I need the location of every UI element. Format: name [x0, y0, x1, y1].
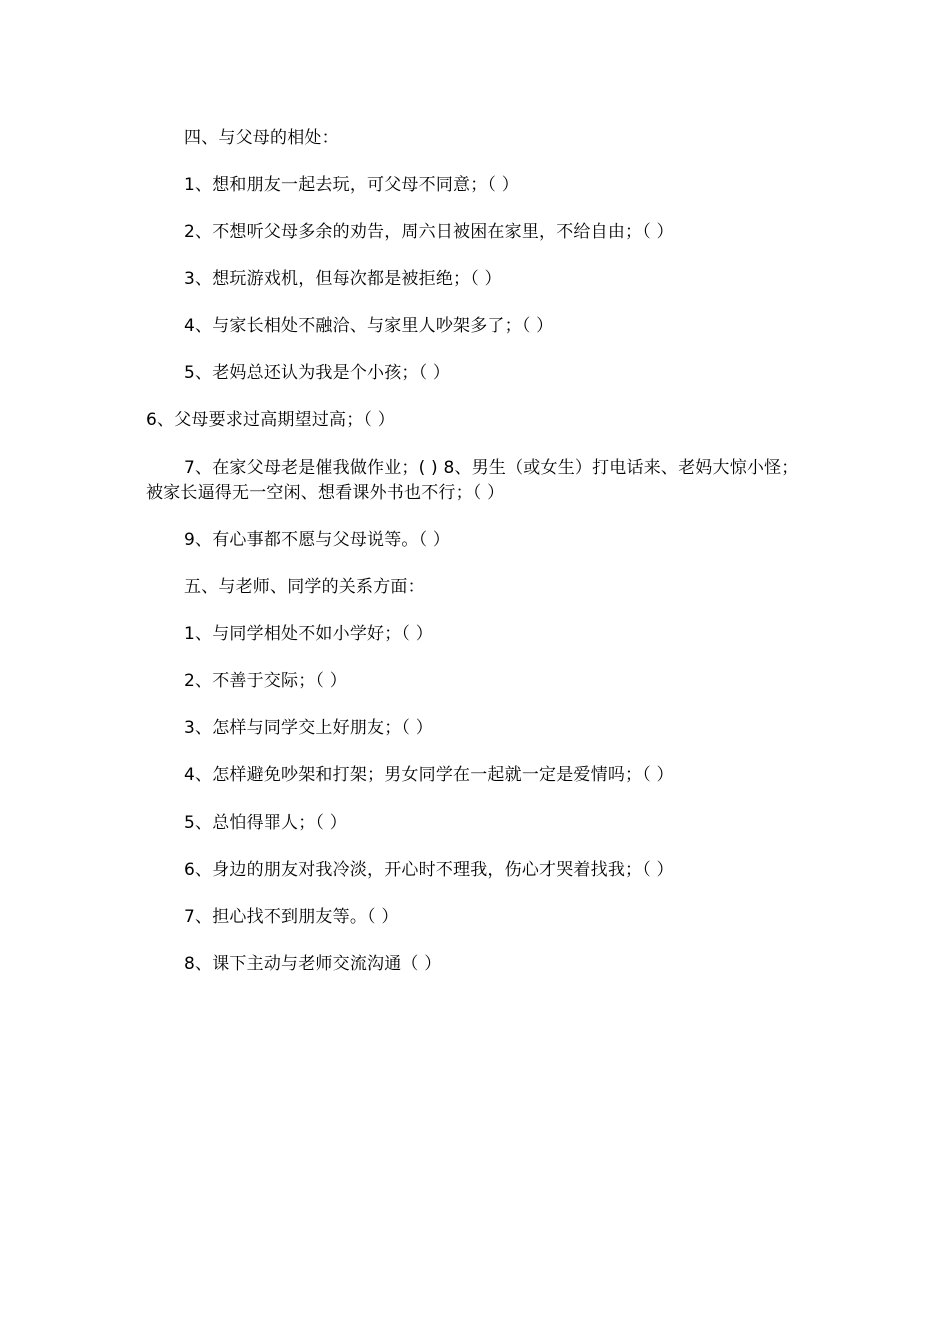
section-4-item-9: 9、有心事都不愿与父母说等。（ ）: [184, 530, 451, 550]
section-4-item-3: 3、想玩游戏机，但每次都是被拒绝；（ ）: [184, 269, 502, 289]
section-5-item-2: 2、不善于交际；（ ）: [184, 671, 347, 691]
section-4-item-7-line-1: 7、在家父母老是催我做作业；( ) 8、男生（或女生）打电话来、老妈大惊小怪；: [184, 458, 799, 478]
section-5-item-8: 8、课下主动与老师交流沟通（ ）: [184, 954, 442, 974]
section-5-item-3: 3、怎样与同学交上好朋友；（ ）: [184, 718, 433, 738]
section-5-heading: 五、与老师、同学的关系方面：: [184, 577, 425, 597]
section-4-item-1: 1、想和朋友一起去玩，可父母不同意；（ ）: [184, 175, 519, 195]
section-4-item-6: 6、父母要求过高期望过高；（ ）: [146, 410, 395, 430]
section-4-item-5: 5、老妈总还认为我是个小孩；（ ）: [184, 363, 451, 383]
section-5-item-1: 1、与同学相处不如小学好；（ ）: [184, 624, 433, 644]
section-5-item-7: 7、担心找不到朋友等。（ ）: [184, 907, 399, 927]
section-5-item-4: 4、怎样避免吵架和打架；男女同学在一起就一定是爱情吗；（ ）: [184, 765, 674, 785]
section-5-item-5: 5、总怕得罪人；（ ）: [184, 813, 347, 833]
section-5-item-6: 6、身边的朋友对我冷淡，开心时不理我，伤心才哭着找我；（ ）: [184, 860, 674, 880]
section-4-item-7-line-2: 被家长逼得无一空闲、想看课外书也不行；（ ）: [146, 483, 505, 503]
section-4-item-4: 4、与家长相处不融洽、与家里人吵架多了；（ ）: [184, 316, 554, 336]
section-4-heading: 四、与父母的相处：: [184, 128, 339, 148]
section-4-item-2: 2、不想听父母多余的劝告，周六日被困在家里，不给自由；（ ）: [184, 222, 674, 242]
